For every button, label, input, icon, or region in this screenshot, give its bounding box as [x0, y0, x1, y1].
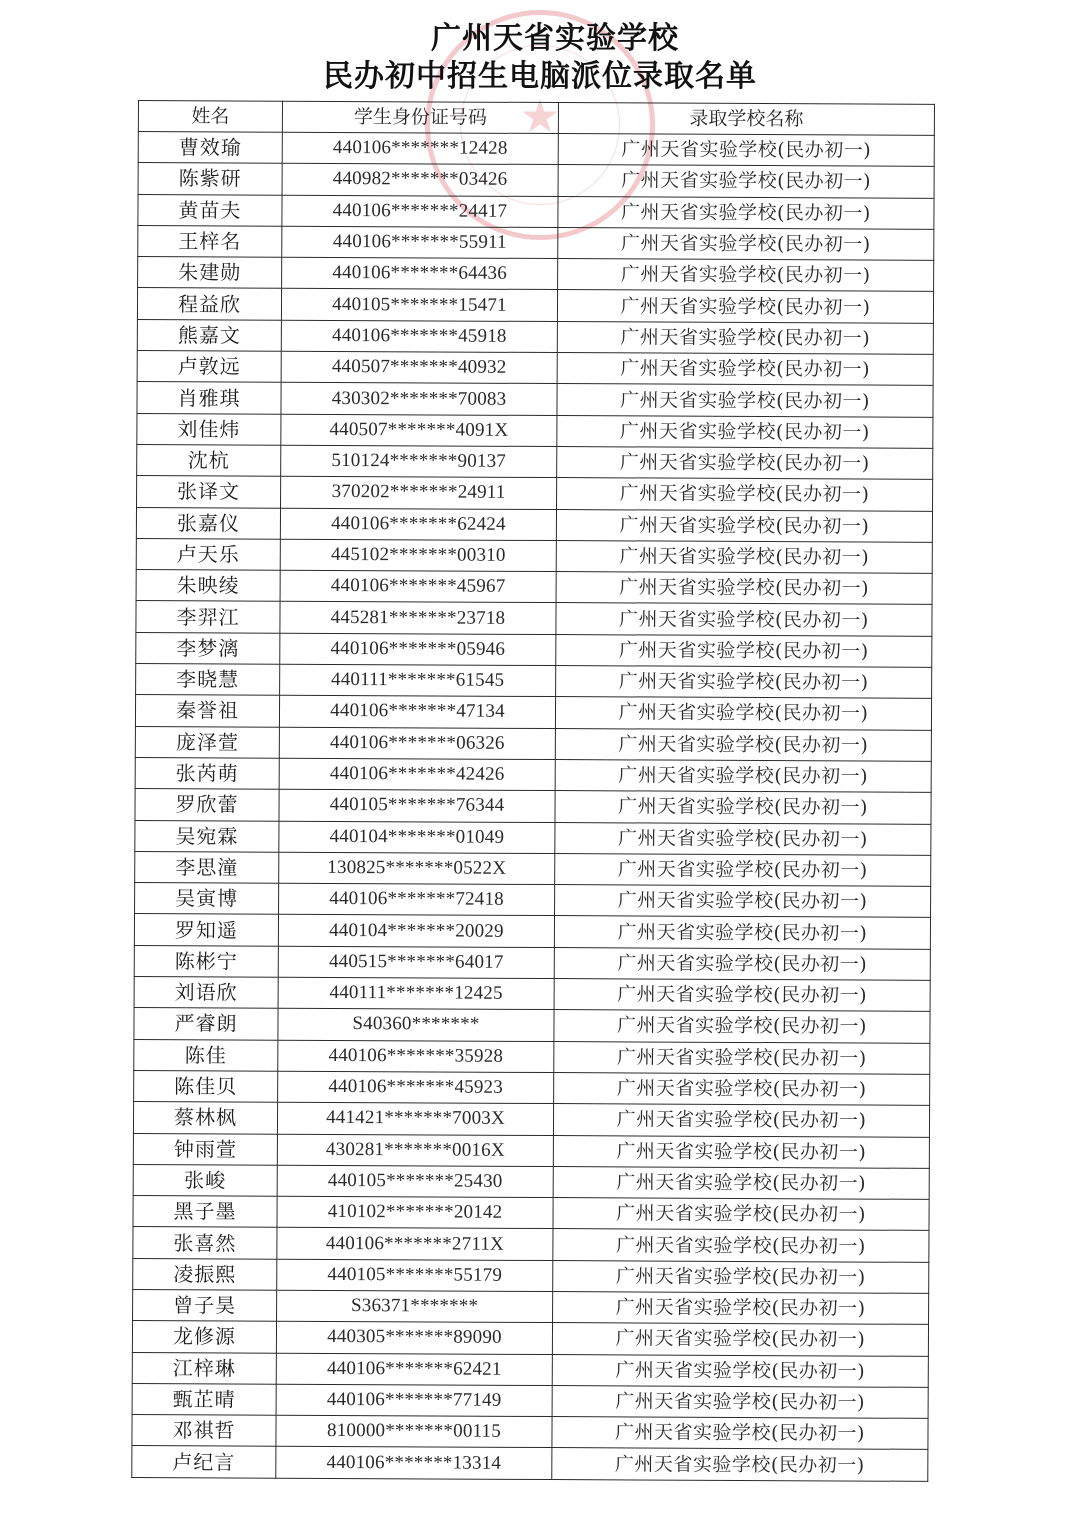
admitted-school-name: 广州天省实验学校(民办初一) — [555, 759, 931, 792]
admitted-school-name: 广州天省实验学校(民办初一) — [556, 509, 932, 542]
admission-table-wrapper — [131, 100, 938, 1482]
student-name: 王梓名 — [138, 225, 282, 257]
table-row — [134, 914, 930, 949]
table-header-row — [138, 101, 934, 136]
table-row — [137, 444, 933, 479]
table-row — [137, 476, 933, 511]
student-id-number: 440106*******13314 — [276, 1447, 552, 1480]
table-row — [135, 883, 931, 918]
student-id-number: S40360******* — [278, 1009, 554, 1042]
table-row — [137, 382, 933, 417]
table-row — [138, 225, 934, 260]
student-id-number: 440106*******05946 — [280, 633, 556, 666]
admitted-school-name: 广州天省实验学校(民办初一) — [553, 1292, 929, 1325]
admitted-school-name: 广州天省实验学校(民办初一) — [557, 321, 933, 354]
student-id-number: 440111*******61545 — [280, 664, 556, 697]
student-name: 张嘉仪 — [136, 507, 280, 539]
student-name: 吴寅博 — [135, 883, 279, 915]
table-row — [136, 664, 932, 699]
admitted-school-name: 广州天省实验学校(民办初一) — [552, 1448, 928, 1481]
admitted-school-name: 广州天省实验学校(民办初一) — [556, 572, 932, 605]
table-row — [134, 945, 930, 980]
student-id-number: 440106*******72418 — [279, 883, 555, 916]
student-name: 程益欣 — [137, 288, 281, 320]
table-row — [135, 851, 931, 886]
header-name: 姓名 — [138, 101, 282, 133]
admitted-school-name: 广州天省实验学校(民办初一) — [553, 1198, 929, 1231]
student-name: 朱映绫 — [136, 570, 280, 602]
admitted-school-name: 广州天省实验学校(民办初一) — [556, 540, 932, 573]
table-row — [138, 257, 934, 292]
table-row — [132, 1383, 928, 1418]
student-id-number: 440106*******47134 — [279, 696, 555, 729]
admitted-school-name: 广州天省实验学校(民办初一) — [554, 979, 930, 1012]
admitted-school-name: 广州天省实验学校(民办初一) — [557, 478, 933, 511]
student-id-number: 440106*******77149 — [276, 1384, 552, 1417]
student-id-number: 440305*******89090 — [276, 1321, 552, 1354]
student-name: 卢敦远 — [137, 351, 281, 383]
student-id-number: 410102*******20142 — [277, 1196, 553, 1229]
student-name: 熊嘉文 — [137, 319, 281, 351]
table-row — [136, 570, 932, 605]
admitted-school-name: 广州天省实验学校(民办初一) — [558, 227, 934, 260]
student-id-number: 430281*******0016X — [277, 1134, 553, 1167]
student-name: 张峻 — [133, 1164, 277, 1196]
student-name: 李思潼 — [135, 851, 279, 883]
admitted-school-name: 广州天省实验学校(民办初一) — [555, 853, 931, 886]
student-name: 曹效瑜 — [138, 132, 282, 164]
table-row — [134, 1039, 930, 1074]
admitted-school-name: 广州天省实验学校(民办初一) — [553, 1166, 929, 1199]
admitted-school-name: 广州天省实验学校(民办初一) — [552, 1385, 928, 1418]
table-row — [137, 319, 933, 354]
table-row — [134, 1070, 930, 1105]
admitted-school-name: 广州天省实验学校(民办初一) — [558, 259, 934, 292]
admitted-school-name: 广州天省实验学校(民办初一) — [557, 415, 933, 448]
table-row — [136, 632, 932, 667]
student-id-number: 440106*******64436 — [282, 257, 558, 290]
student-name: 钟雨萱 — [133, 1133, 277, 1165]
student-id-number: 440106*******12428 — [282, 132, 558, 165]
admitted-school-name: 广州天省实验学校(民办初一) — [557, 353, 933, 386]
admitted-school-name: 广州天省实验学校(民办初一) — [552, 1323, 928, 1356]
table-row — [137, 351, 933, 386]
admitted-school-name: 广州天省实验学校(民办初一) — [554, 1072, 930, 1105]
header-school: 录取学校名称 — [558, 103, 934, 136]
table-row — [136, 601, 932, 636]
student-name: 李晓慧 — [136, 664, 280, 696]
title-block — [0, 20, 1080, 96]
student-id-number: 440105*******55179 — [277, 1259, 553, 1292]
table-row — [133, 1133, 929, 1168]
student-id-number: 440104*******01049 — [279, 821, 555, 854]
admitted-school-name: 广州天省实验学校(民办初一) — [553, 1260, 929, 1293]
student-name: 张喜然 — [133, 1227, 277, 1259]
admitted-school-name: 广州天省实验学校(民办初一) — [554, 1041, 930, 1074]
table-row — [135, 757, 931, 792]
student-id-number: 510124*******90137 — [281, 445, 557, 478]
admitted-school-name: 广州天省实验学校(民办初一) — [554, 1010, 930, 1043]
student-name: 曾子昊 — [133, 1289, 277, 1321]
admitted-school-name: 广州天省实验学校(民办初一) — [556, 666, 932, 699]
student-name: 罗欣蕾 — [135, 789, 279, 821]
admitted-school-name: 广州天省实验学校(民办初一) — [558, 196, 934, 229]
student-id-number: 440106*******42426 — [279, 758, 555, 791]
admitted-school-name: 广州天省实验学校(民办初一) — [555, 728, 931, 761]
table-row — [135, 820, 931, 855]
student-name: 陈佳 — [134, 1039, 278, 1071]
student-id-number: 440106*******45923 — [278, 1071, 554, 1104]
student-name: 黄苗夫 — [138, 194, 282, 226]
table-row — [132, 1415, 928, 1450]
header-id: 学生身份证号码 — [282, 101, 558, 133]
student-id-number: 440111*******12425 — [278, 977, 554, 1010]
admitted-school-name: 广州天省实验学校(民办初一) — [556, 634, 932, 667]
student-id-number: 440106*******55911 — [282, 226, 558, 259]
table-row — [132, 1352, 928, 1387]
student-name: 罗知遥 — [134, 914, 278, 946]
student-name: 陈佳贝 — [134, 1070, 278, 1102]
table-row — [135, 726, 931, 761]
student-id-number: 440104*******20029 — [278, 915, 554, 948]
admitted-school-name: 广州天省实验学校(民办初一) — [557, 447, 933, 480]
student-name: 江梓琳 — [132, 1352, 276, 1384]
student-id-number: 440106*******35928 — [278, 1040, 554, 1073]
admitted-school-name: 广州天省实验学校(民办初一) — [555, 885, 931, 918]
table-row — [133, 1164, 929, 1199]
student-name: 刘语欣 — [134, 977, 278, 1009]
table-row — [134, 1008, 930, 1043]
admitted-school-name: 广州天省实验学校(民办初一) — [553, 1135, 929, 1168]
admitted-school-name: 广州天省实验学校(民办初一) — [553, 1104, 929, 1137]
student-id-number: 130825*******0522X — [279, 852, 555, 885]
admitted-school-name: 广州天省实验学校(民办初一) — [555, 791, 931, 824]
student-name: 龙修源 — [132, 1321, 276, 1353]
student-id-number: 440106*******2711X — [277, 1228, 553, 1261]
student-id-number: 440106*******24417 — [282, 195, 558, 228]
student-name: 严睿朗 — [134, 1008, 278, 1040]
student-name: 陈彬宁 — [134, 945, 278, 977]
table-row — [133, 1102, 929, 1137]
table-row — [137, 413, 933, 448]
student-id-number: 440105*******15471 — [281, 289, 557, 322]
student-name: 刘佳炜 — [137, 413, 281, 445]
student-name: 庞泽萱 — [135, 726, 279, 758]
student-id-number: 440105*******25430 — [277, 1165, 553, 1198]
admitted-school-name: 广州天省实验学校(民办初一) — [558, 134, 934, 167]
admitted-school-name: 广州天省实验学校(民办初一) — [555, 822, 931, 855]
student-id-number: 440106*******62424 — [280, 508, 556, 541]
student-name: 李羿江 — [136, 601, 280, 633]
table-row — [133, 1289, 929, 1324]
admitted-school-name: 广州天省实验学校(民办初一) — [554, 916, 930, 949]
student-id-number: 370202*******24911 — [281, 476, 557, 509]
admission-table — [131, 100, 935, 1482]
student-name: 张译文 — [137, 476, 281, 508]
admitted-school-name: 广州天省实验学校(民办初一) — [555, 697, 931, 730]
table-row — [136, 507, 932, 542]
admitted-school-name: 广州天省实验学校(民办初一) — [552, 1354, 928, 1387]
student-id-number: 440105*******76344 — [279, 789, 555, 822]
table-row — [137, 288, 933, 323]
student-name: 邓祺哲 — [132, 1415, 276, 1447]
table-row — [133, 1227, 929, 1262]
table-row — [135, 789, 931, 824]
student-name: 卢纪言 — [132, 1446, 276, 1478]
student-name: 凌振熙 — [133, 1258, 277, 1290]
student-name: 陈紫研 — [138, 163, 282, 195]
table-row — [133, 1196, 929, 1231]
student-id-number: 445281*******23718 — [280, 602, 556, 635]
student-id-number: 440106*******06326 — [279, 727, 555, 760]
admitted-school-name: 广州天省实验学校(民办初一) — [557, 290, 933, 323]
table-row — [136, 538, 932, 573]
table-body — [132, 132, 935, 1482]
student-id-number: 430302*******70083 — [281, 383, 557, 416]
student-id-number: 441421*******7003X — [277, 1102, 553, 1135]
admitted-school-name: 广州天省实验学校(民办初一) — [553, 1229, 929, 1262]
table-row — [138, 163, 934, 198]
student-id-number: 440106*******45918 — [281, 320, 557, 353]
student-id-number: 445102*******00310 — [280, 539, 556, 572]
student-name: 朱建勋 — [138, 257, 282, 289]
student-id-number: S36371******* — [277, 1290, 553, 1323]
student-id-number: 440507*******40932 — [281, 351, 557, 384]
table-row — [132, 1446, 928, 1481]
admitted-school-name: 广州天省实验学校(民办初一) — [558, 165, 934, 198]
student-name: 黑子墨 — [133, 1196, 277, 1228]
student-name: 秦誉祖 — [135, 695, 279, 727]
admitted-school-name: 广州天省实验学校(民办初一) — [554, 947, 930, 980]
student-name: 蔡林枫 — [133, 1102, 277, 1134]
table-row — [133, 1258, 929, 1293]
student-name: 吴宛霖 — [135, 820, 279, 852]
student-name: 甄芷晴 — [132, 1383, 276, 1415]
student-name: 卢天乐 — [136, 538, 280, 570]
table-row — [138, 194, 934, 229]
student-id-number: 440106*******62421 — [276, 1353, 552, 1386]
table-row — [135, 695, 931, 730]
student-id-number: 440982*******03426 — [282, 164, 558, 197]
student-id-number: 440507*******4091X — [281, 414, 557, 447]
document-subtitle: 民办初中招生电脑派位录取名单 — [323, 59, 757, 94]
admitted-school-name: 广州天省实验学校(民办初一) — [557, 384, 933, 417]
student-id-number: 440106*******45967 — [280, 570, 556, 603]
table-row — [132, 1321, 928, 1356]
student-name: 沈杭 — [137, 444, 281, 476]
table-row — [138, 132, 934, 167]
star-icon: ★ — [519, 89, 561, 143]
document-title: 广州天省实验学校 — [431, 21, 679, 56]
student-id-number: 810000*******00115 — [276, 1415, 552, 1448]
student-name: 张芮萌 — [135, 757, 279, 789]
admitted-school-name: 广州天省实验学校(民办初一) — [552, 1417, 928, 1450]
student-id-number: 440515*******64017 — [278, 946, 554, 979]
student-name: 肖雅琪 — [137, 382, 281, 414]
student-name: 李梦漓 — [136, 632, 280, 664]
admitted-school-name: 广州天省实验学校(民办初一) — [556, 603, 932, 636]
table-row — [134, 977, 930, 1012]
